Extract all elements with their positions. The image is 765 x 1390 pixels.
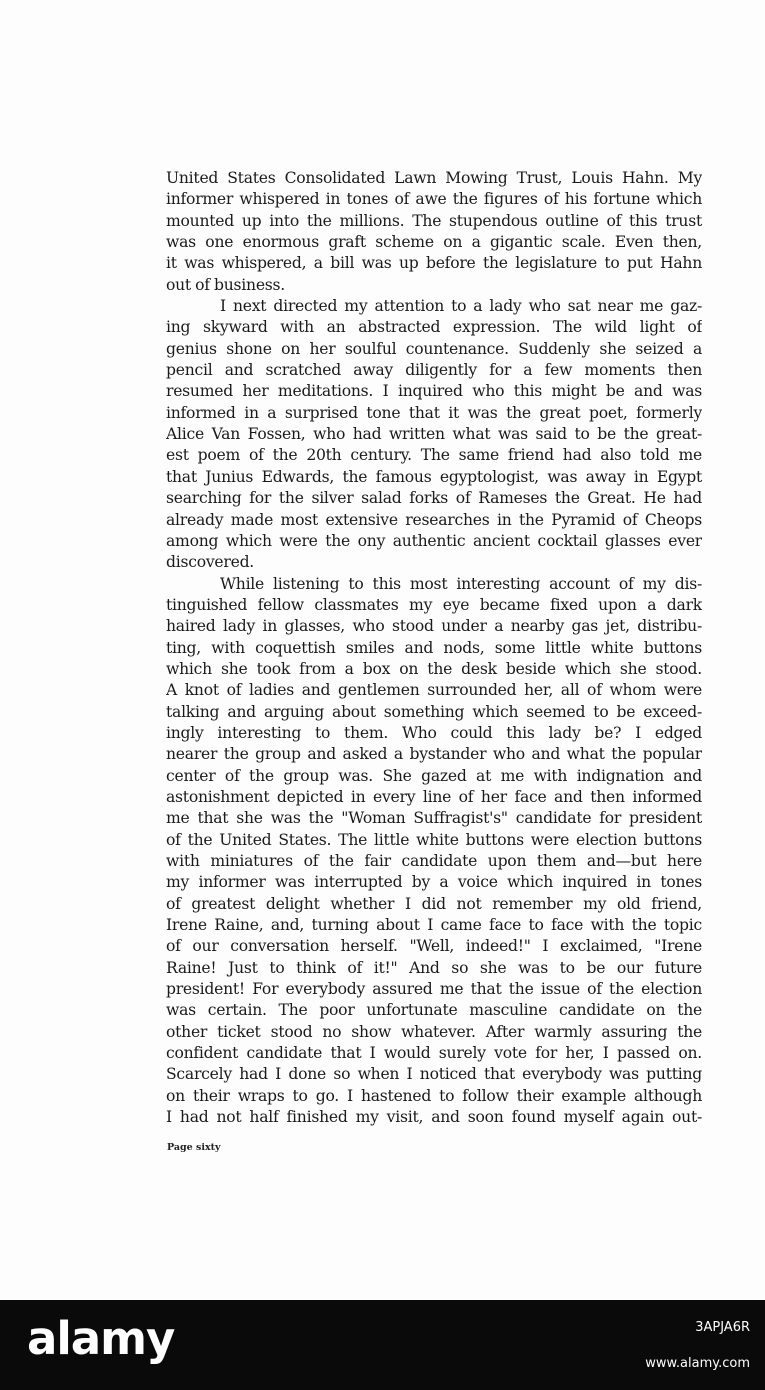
text-line: of greatest delight whether I did not remember my old friend, (166, 894, 702, 913)
text-line: Scarcely had I done so when I noticed that everybody was putting (166, 1065, 702, 1084)
text-line: which she took from a box on the desk beside which she stood. (166, 659, 702, 678)
text-line: est poem of the 20th century. The same friend had also told me (166, 446, 702, 465)
text-line: Raine! Just to think of it!" And so she was to be our future (166, 958, 702, 977)
alamy-logo: alamy (27, 1312, 175, 1365)
text-line: mounted up into the millions. The stupendous outline of this trust (166, 211, 702, 230)
text-line: already made most extensive researches in the Pyramid of Cheops (166, 510, 702, 529)
text-line: other ticket stood no show whatever. After warmly assuring the (166, 1022, 702, 1041)
text-line: I next directed my attention to a lady who sat near me gaz- (220, 297, 702, 316)
text-line: me that she was the "Woman Suffragist's" candidate for president (166, 809, 702, 828)
text-line: ing skyward with an abstracted expression. The wild light of (166, 318, 702, 337)
text-line: discovered. (166, 553, 255, 572)
text-line: president! For everybody assured me that the issue of the election (166, 980, 702, 999)
text-line: ingly interesting to them. Who could this lady be? I edged (166, 723, 702, 742)
text-line: informer whispered in tones of awe the figures of his fortune which (166, 190, 702, 209)
text-line: United States Consolidated Lawn Mowing Trust, Louis Hahn. My (166, 169, 702, 187)
text-line: Alice Van Fossen, who had written what was said to be the great- (166, 425, 702, 444)
text-line: was one enormous graft scheme on a gigantic scale. Even then, (166, 233, 702, 252)
text-line: astonishment depicted in every line of her face and then informed (166, 787, 702, 806)
text-line: confident candidate that I would surely vote for her, I passed on. (166, 1044, 702, 1063)
text-line: informed in a surprised tone that it was the great poet, formerly (166, 403, 702, 422)
site-url-label: www.alamy.com (645, 1356, 750, 1371)
text-line: talking and arguing about something which seemed to be exceed- (166, 702, 702, 721)
text-line: of the United States. The little white buttons were election buttons (166, 830, 702, 849)
text-line: resumed her meditations. I inquired who this might be and was (166, 382, 702, 401)
text-line: ting, with coquettish smiles and nods, some little white buttons (166, 638, 702, 657)
text-line: my informer was interrupted by a voice which inquired in tones (166, 873, 702, 892)
text-line: with miniatures of the fair candidate upon them and—but here (166, 852, 702, 870)
text-line: genius shone on her soulful countenance. Suddenly she seized a (166, 339, 702, 358)
text-line: it was whispered, a bill was up before the legislature to put Hahn (166, 254, 702, 273)
text-line: among which were the ony authentic ancient cocktail glasses ever (166, 531, 702, 550)
text-line: nearer the group and asked a bystander who and what the popular (166, 745, 702, 764)
text-line: was certain. The poor unfortunate masculine candidate on the (166, 1001, 702, 1020)
text-line: on their wraps to go. I hastened to follow their example although (166, 1086, 702, 1105)
image-id-label: 3APJA6R (695, 1320, 750, 1335)
text-line: of our conversation herself. "Well, indeed!" I exclaimed, "Irene (166, 937, 702, 956)
page-number: Page sixty (167, 1142, 221, 1153)
text-line: that Junius Edwards, the famous egyptologist, was away in Egypt (166, 467, 702, 486)
text-line: tinguished fellow classmates my eye became fixed upon a dark (166, 595, 702, 614)
text-line: I had not half finished my visit, and soon found myself again out- (166, 1108, 702, 1127)
text-line: out of business. (166, 275, 286, 294)
body-text (166, 168, 702, 1128)
text-line: Irene Raine, and, turning about I came face to face with the topic (166, 916, 702, 935)
text-line: While listening to this most interesting account of my dis- (220, 574, 702, 593)
text-line: haired lady in glasses, who stood under a nearby gas jet, distribu- (166, 617, 702, 636)
text-line: A knot of ladies and gentlemen surrounded her, all of whom were (166, 681, 702, 700)
text-line: center of the group was. She gazed at me with indignation and (166, 766, 702, 785)
text-line: searching for the silver salad forks of Rameses the Great. He had (166, 489, 702, 508)
text-line: pencil and scratched away diligently for a few moments then (166, 361, 702, 380)
